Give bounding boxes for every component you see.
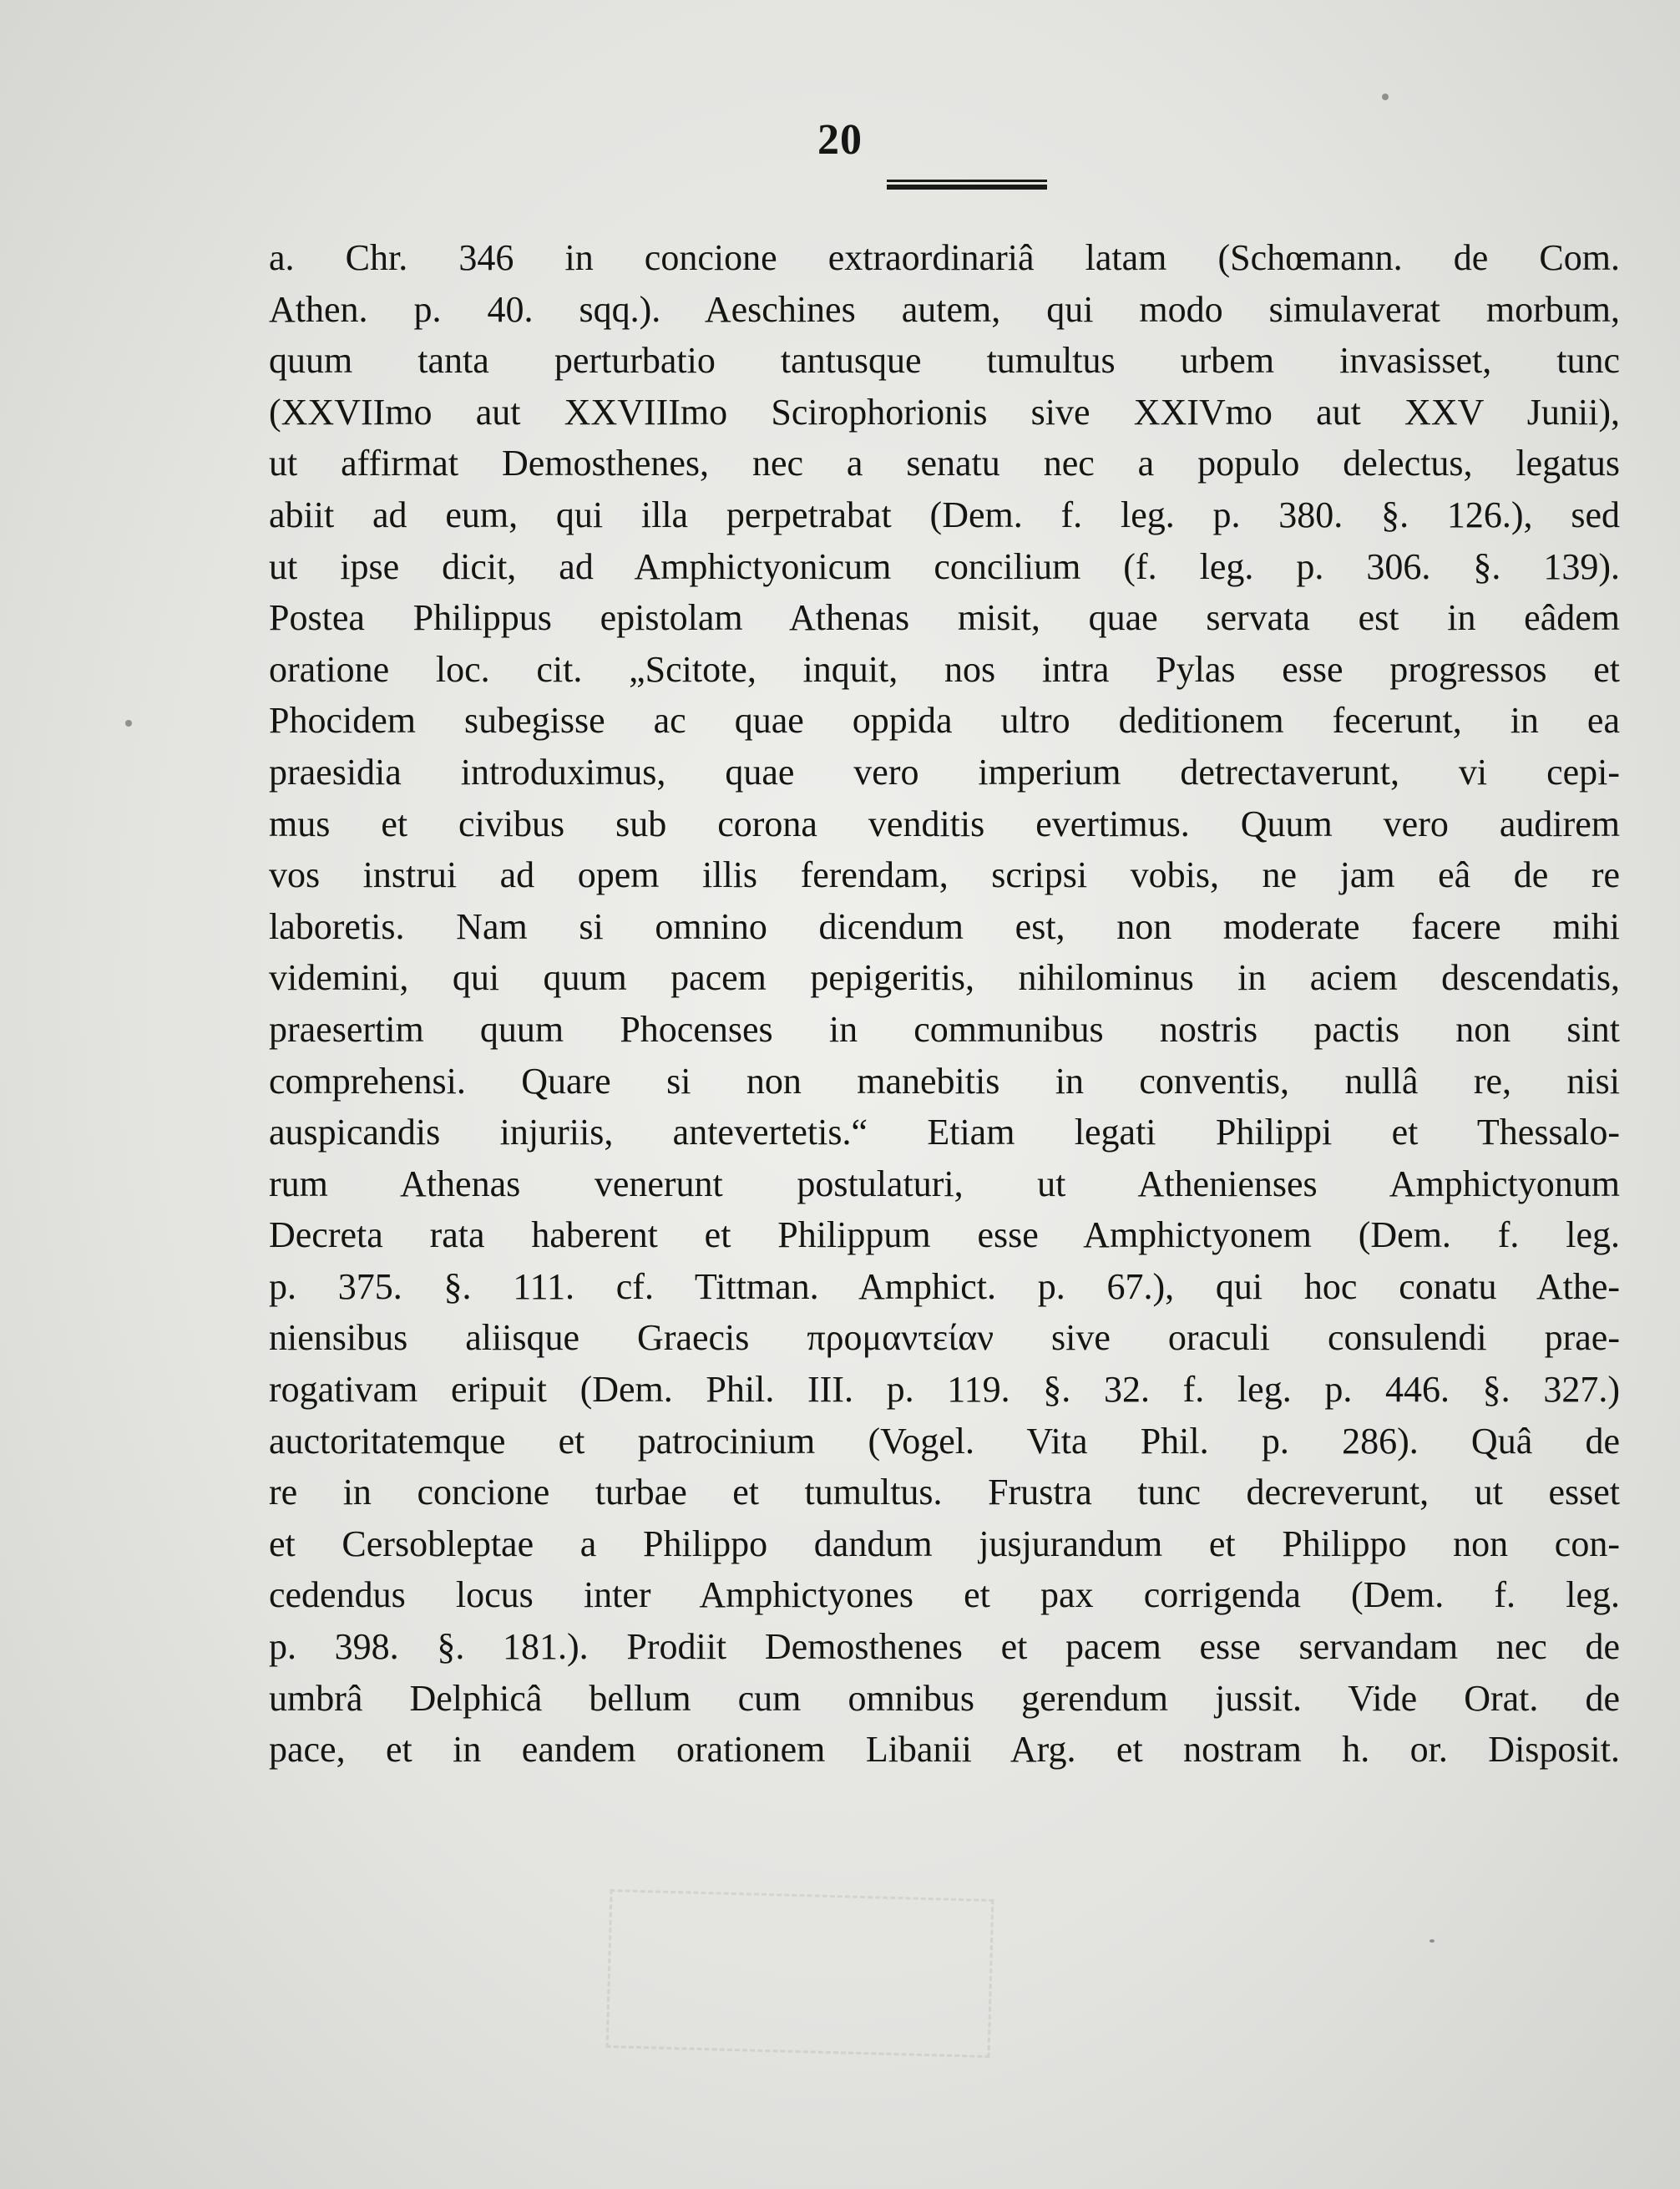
page-number: 20 bbox=[817, 116, 863, 164]
header-rule bbox=[887, 180, 1047, 191]
text-line: videmini, qui quum pacem pepigeritis, nihilominus in aciem descendatis, bbox=[269, 957, 1620, 999]
text-line: re in concione turbae et tumultus. Frustra tunc decreverunt, ut esset bbox=[269, 1472, 1620, 1513]
text-line: Athen. p. 40. sqq.). Aeschines autem, qui modo simulaverat morbum, bbox=[269, 288, 1620, 330]
faded-library-stamp bbox=[606, 1889, 994, 2058]
paper-speck bbox=[125, 720, 132, 727]
text-line: niensibus aliisque Graecis προμαντείαν sive oraculi consulendi prae- bbox=[269, 1317, 1620, 1359]
text-line: Postea Philippus epistolam Athenas misit, quae servata est in eâdem bbox=[269, 597, 1620, 639]
text-line: a. Chr. 346 in concione extraordinariâ latam (Schœmann. de Com. bbox=[269, 237, 1620, 278]
text-line: pace, et in eandem orationem Libanii Arg. et nostram h. or. Disposit. bbox=[269, 1729, 1620, 1771]
text-line: Decreta rata haberent et Philippum esse Amphictyonem (Dem. f. leg. bbox=[269, 1214, 1620, 1256]
text-line: p. 398. §. 181.). Prodiit Demosthenes et pacem esse servandam nec de bbox=[269, 1626, 1620, 1668]
text-line: auctoritatemque et patrocinium (Vogel. Vita Phil. p. 286). Quâ de bbox=[269, 1420, 1620, 1462]
text-line: abiit ad eum, qui illa perpetrabat (Dem. f. leg. p. 380. §. 126.), sed bbox=[269, 494, 1620, 535]
text-line: praesidia introduximus, quae vero imperium detrectaverunt, vi cepi- bbox=[269, 751, 1620, 793]
text-line: vos instrui ad opem illis ferendam, scripsi vobis, ne jam eâ de re bbox=[269, 854, 1620, 896]
text-line: (XXVIImo aut XXVIIImo Scirophorionis sive XXIVmo aut XXV Junii), bbox=[269, 391, 1620, 433]
text-line: comprehensi. Quare si non manebitis in conventis, nullâ re, nisi bbox=[269, 1060, 1620, 1102]
text-line: Phocidem subegisse ac quae oppida ultro deditionem fecerunt, in ea bbox=[269, 700, 1620, 742]
header-rule-thick bbox=[887, 185, 1047, 190]
body-text bbox=[269, 232, 1620, 1776]
text-line: oratione loc. cit. „Scitote, inquit, nos intra Pylas esse progressos et bbox=[269, 648, 1620, 690]
text-line: umbrâ Delphicâ bellum cum omnibus gerendum jussit. Vide Orat. de bbox=[269, 1677, 1620, 1719]
text-line: laboretis. Nam si omnino dicendum est, non moderate facere mihi bbox=[269, 905, 1620, 947]
text-line: auspicandis injuriis, antevertetis.“ Etiam legati Philippi et Thessalo- bbox=[269, 1112, 1620, 1153]
text-line: ut affirmat Demosthenes, nec a senatu nec a populo delectus, legatus bbox=[269, 443, 1620, 484]
text-line: mus et civibus sub corona venditis evertimus. Quum vero audirem bbox=[269, 803, 1620, 844]
text-line: quum tanta perturbatio tantusque tumultus urbem invasisset, tunc bbox=[269, 340, 1620, 382]
paper-speck bbox=[1430, 1939, 1435, 1943]
text-line: cedendus locus inter Amphictyones et pax corrigenda (Dem. f. leg. bbox=[269, 1574, 1620, 1616]
text-line: praesertim quum Phocenses in communibus nostris pactis non sint bbox=[269, 1008, 1620, 1050]
text-line: rum Athenas venerunt postulaturi, ut Athenienses Amphictyonum bbox=[269, 1163, 1620, 1204]
paper-speck bbox=[1382, 94, 1389, 100]
text-line: et Cersobleptae a Philippo dandum jusjurandum et Philippo non con- bbox=[269, 1523, 1620, 1564]
header-rule-thin bbox=[887, 180, 1047, 182]
text-line: ut ipse dicit, ad Amphictyonicum concilium (f. leg. p. 306. §. 139). bbox=[269, 545, 1620, 587]
text-line: p. 375. §. 111. cf. Tittman. Amphict. p. 67.), qui hoc conatu Athe- bbox=[269, 1265, 1620, 1307]
text-line: rogativam eripuit (Dem. Phil. III. p. 119. §. 32. f. leg. p. 446. §. 327.) bbox=[269, 1369, 1620, 1411]
